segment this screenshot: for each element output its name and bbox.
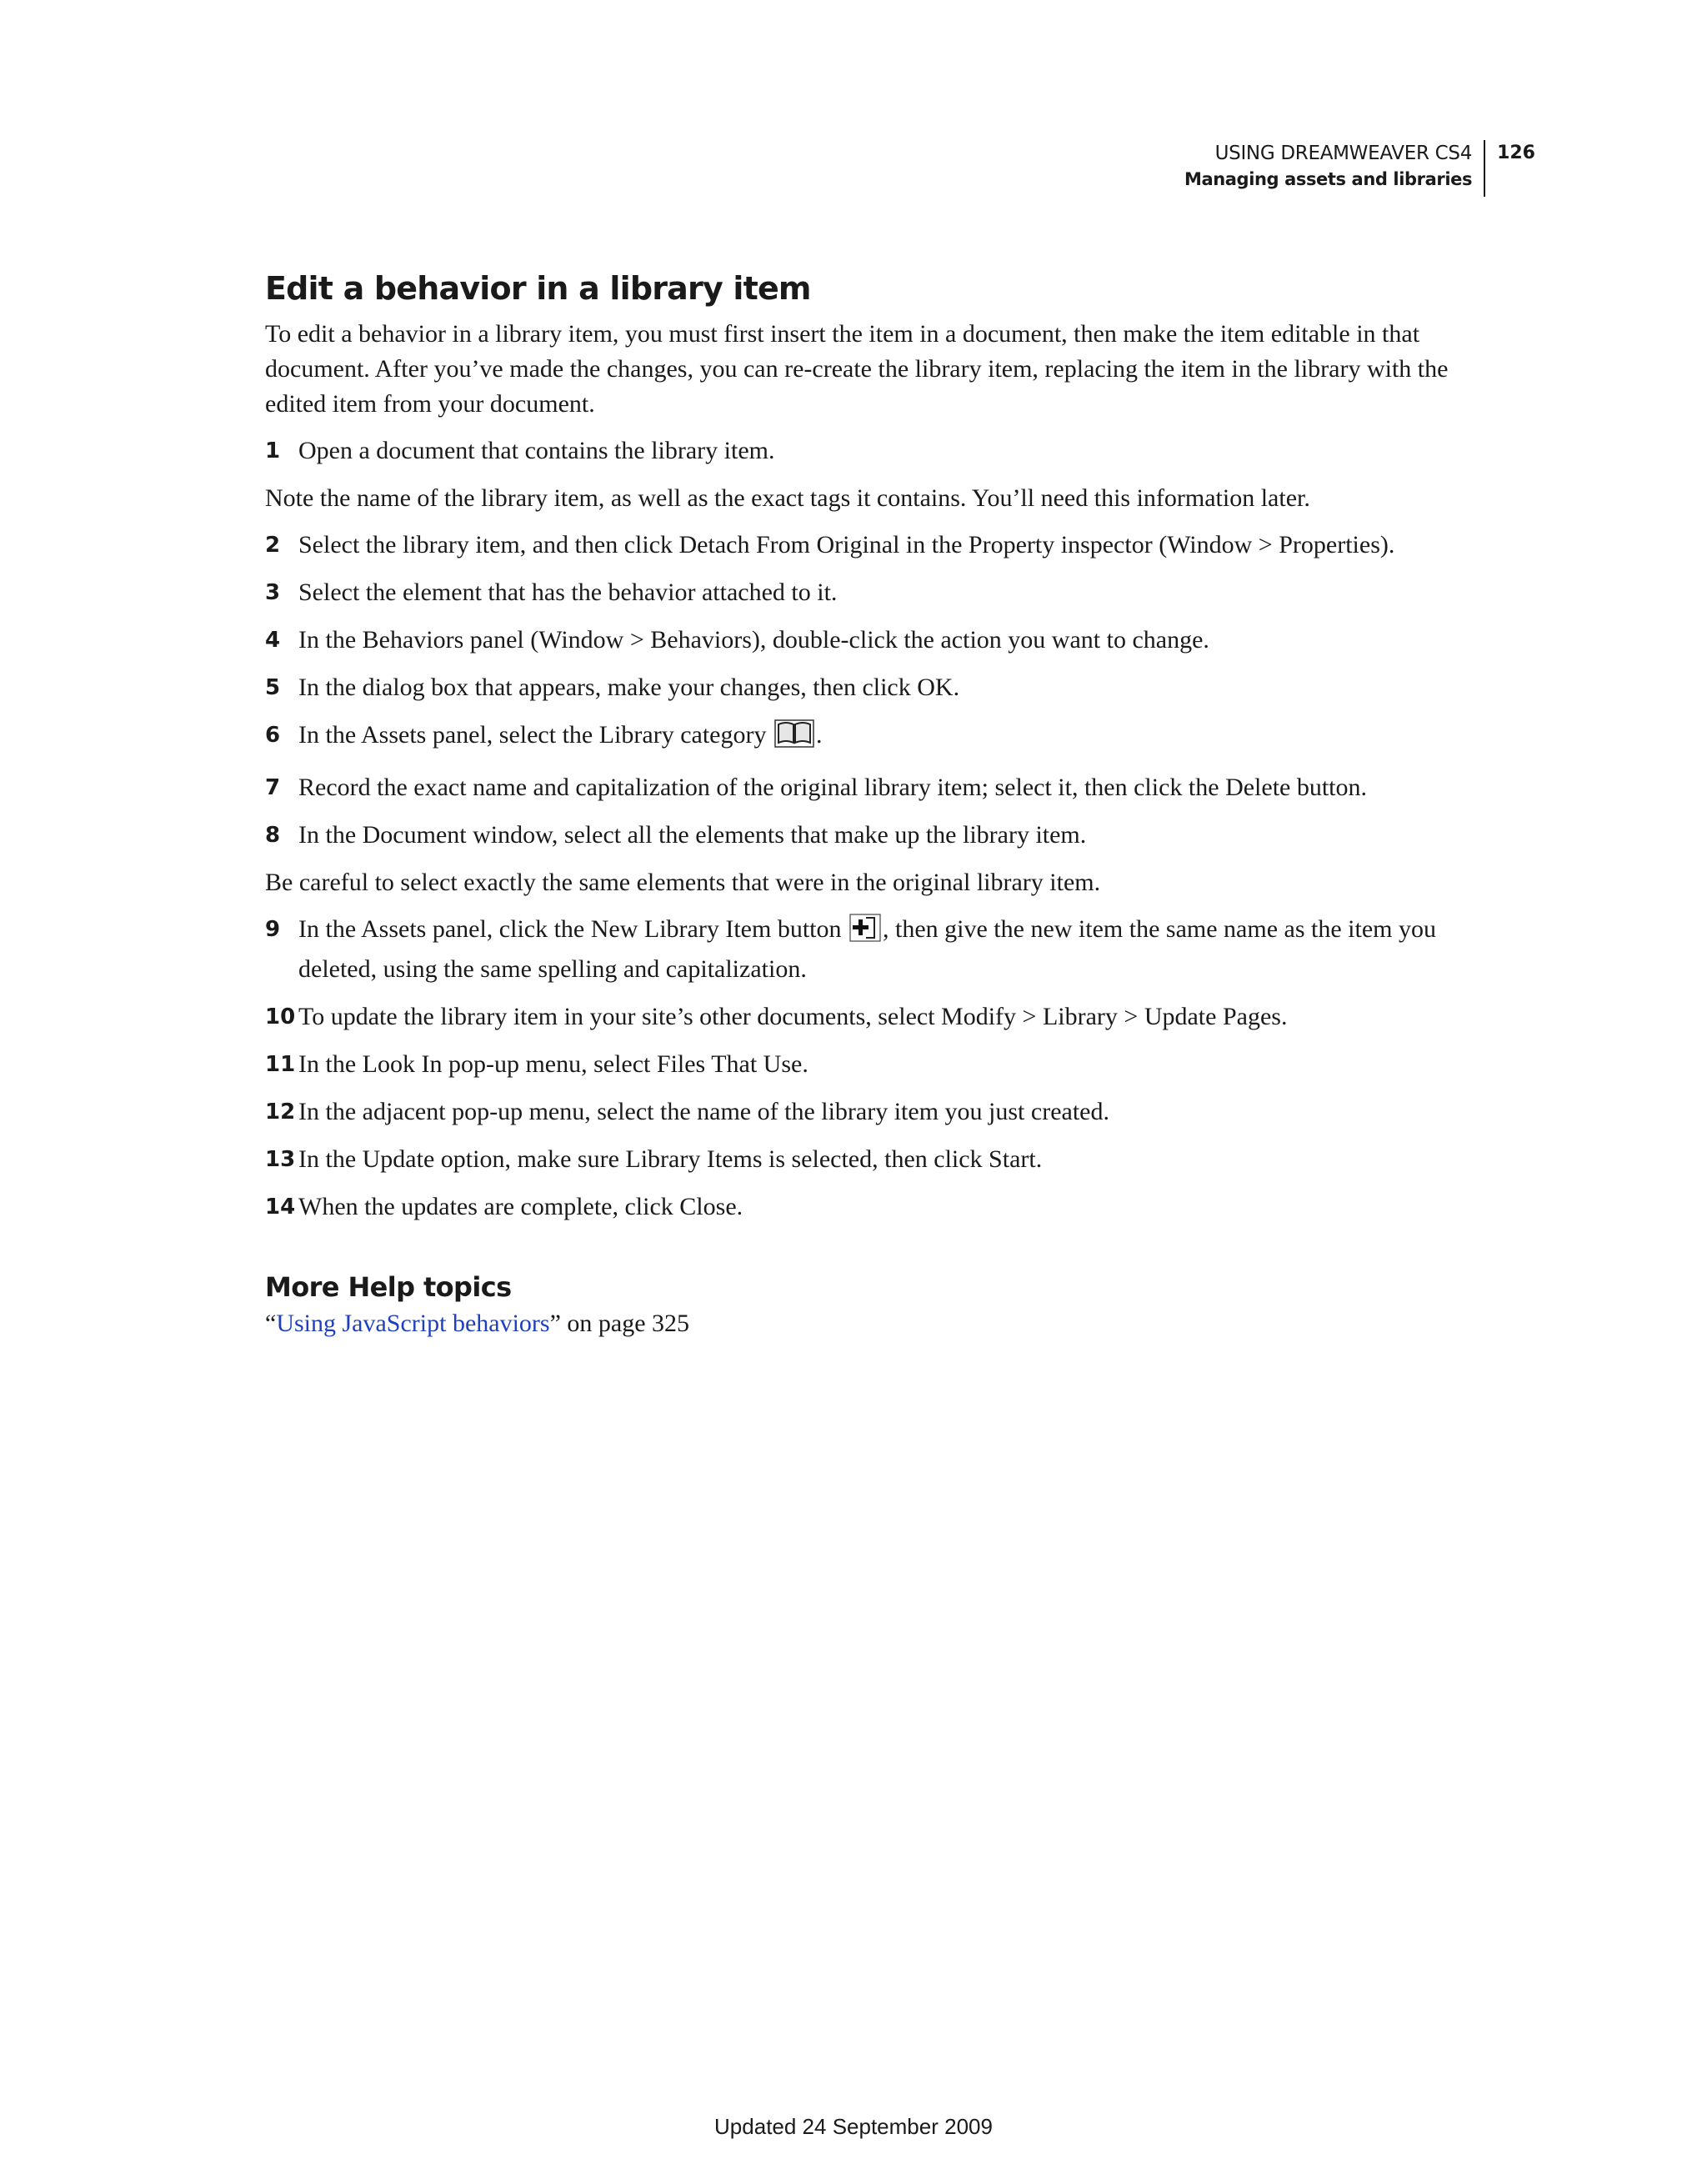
step-item — [265, 623, 1515, 658]
step-note: Note the name of the library item, as well as the exact tags it contains. You’ll need this information later. — [265, 484, 1310, 512]
step-number: 9 — [265, 917, 281, 942]
step-item — [265, 912, 1515, 987]
step-text: In the Behaviors panel (Window > Behaviors), double-click the action you want to change. — [298, 626, 1209, 654]
step-number: 6 — [265, 723, 281, 748]
page-number: 126 — [1497, 143, 1535, 163]
library-book-icon — [774, 719, 814, 758]
step-text: Select the library item, and then click Detach From Original in the Property inspector (Window > Properties). — [298, 531, 1395, 559]
step-text — [298, 912, 1515, 987]
running-header — [1184, 140, 1535, 197]
open-quote: “ — [265, 1310, 277, 1337]
step-text: Open a document that contains the library item. — [298, 437, 775, 464]
step-text — [298, 718, 1515, 758]
step-item — [265, 1190, 1515, 1225]
step-number: 5 — [265, 675, 281, 700]
step-item — [265, 770, 1515, 805]
more-help-link-line — [265, 1306, 1515, 1341]
main-content — [265, 265, 1515, 1341]
step-number: 7 — [265, 775, 281, 800]
step-number: 1 — [265, 438, 281, 463]
document-title: USING DREAMWEAVER CS4 — [1214, 143, 1473, 164]
step-text: In the adjacent pop-up menu, select the name of the library item you just created. — [298, 1098, 1109, 1125]
step-text-before: In the Assets panel, click the New Library Item button — [298, 915, 842, 943]
intro-paragraph: To edit a behavior in a library item, you must first insert the item in a document, then make the item editable in that document. After you’ve made the changes, you can re-create the library item, replacing the item in the library with the edited item from your document. — [265, 320, 1449, 418]
footer-updated-date: Updated 24 September 2009 — [714, 2114, 993, 2139]
javascript-behaviors-link[interactable]: Using JavaScript behaviors — [276, 1310, 550, 1337]
step-text-after: . — [815, 721, 823, 749]
step-text: In the Update option, make sure Library Items is selected, then click Start. — [298, 1145, 1043, 1173]
step-text: In the Document window, select all the elements that make up the library item. — [298, 821, 1087, 849]
step-item — [265, 433, 1515, 468]
step-number: 3 — [265, 580, 281, 605]
page-reference: ” on page 325 — [549, 1310, 690, 1337]
step-text: Select the element that has the behavior attached to it. — [298, 579, 838, 606]
step-item — [265, 528, 1515, 563]
step-number: 11 — [265, 1052, 296, 1077]
step-number: 10 — [265, 1004, 296, 1029]
step-number: 8 — [265, 823, 281, 848]
step-item — [265, 1047, 1515, 1082]
step-item — [265, 718, 1515, 758]
step-text: To update the library item in your site’s other documents, select Modify > Library > Update Pages. — [298, 1003, 1288, 1030]
step-number: 12 — [265, 1100, 296, 1125]
step-number: 13 — [265, 1147, 296, 1172]
step-note: Be careful to select exactly the same elements that were in the original library item. — [265, 869, 1101, 896]
step-item — [265, 1095, 1515, 1130]
chapter-title: Managing assets and libraries — [1184, 169, 1473, 189]
running-header-text — [1184, 140, 1485, 197]
step-number: 14 — [265, 1195, 296, 1220]
section-heading: Edit a behavior in a library item — [265, 270, 811, 307]
step-text: When the updates are complete, click Close. — [298, 1193, 743, 1220]
step-text: Record the exact name and capitalization of the original library item; select it, then click the Delete button. — [298, 774, 1368, 801]
step-item — [265, 818, 1515, 853]
step-number: 2 — [265, 533, 281, 558]
new-library-item-icon — [849, 914, 881, 952]
more-help-heading: More Help topics — [265, 1271, 512, 1303]
step-item — [265, 1142, 1515, 1177]
step-item — [265, 575, 1515, 610]
step-item — [265, 670, 1515, 705]
step-number: 4 — [265, 628, 281, 653]
step-item — [265, 999, 1515, 1034]
step-text: In the dialog box that appears, make your changes, then click OK. — [298, 674, 960, 701]
step-text-after: , then give the new item the same name as the item you deleted, using the same spelling and capitalization. — [298, 915, 1436, 983]
step-text-before: In the Assets panel, select the Library category — [298, 721, 767, 749]
step-text: In the Look In pop-up menu, select Files That Use. — [298, 1050, 808, 1078]
